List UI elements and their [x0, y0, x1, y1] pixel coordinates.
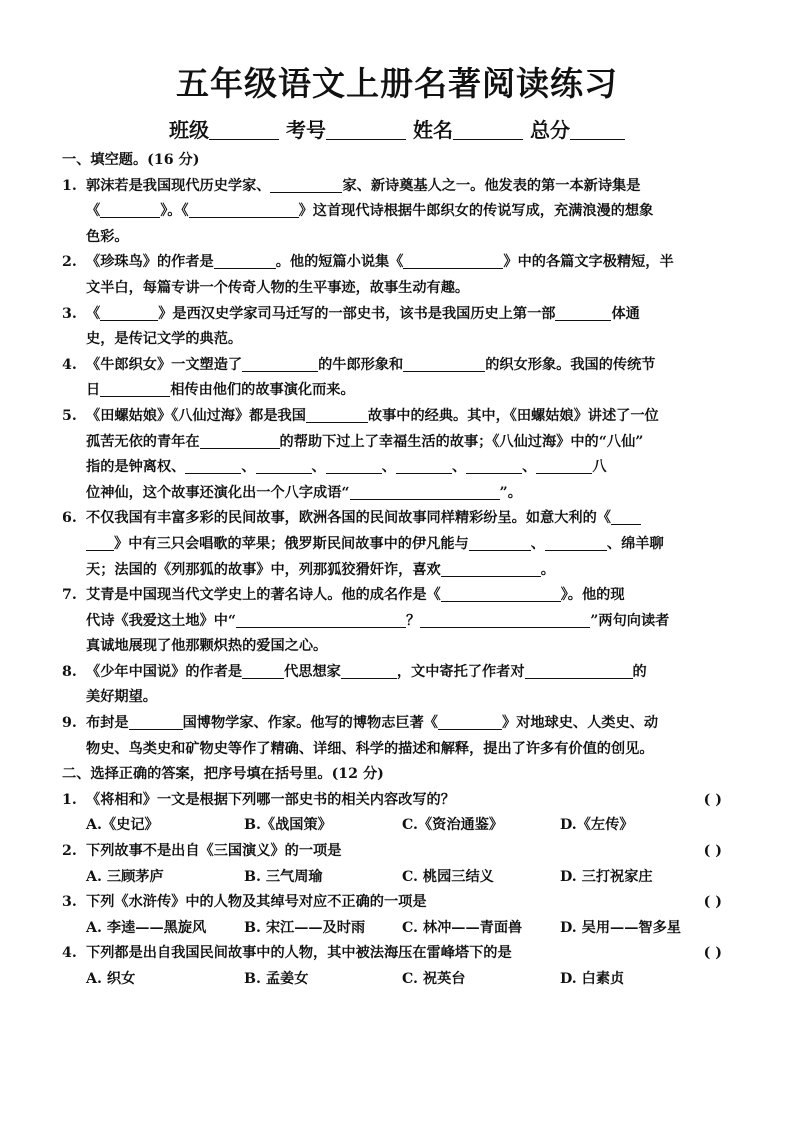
- question-5-cont: 孤苦无依的青年在 的帮助下过上了幸福生活的故事；《八仙过海》中的“八仙”: [86, 433, 644, 450]
- exam-number-blank[interactable]: [326, 121, 406, 140]
- answer-blank[interactable]: [100, 380, 170, 397]
- answer-blank[interactable]: [350, 483, 500, 500]
- answer-blank[interactable]: [189, 201, 299, 218]
- option-a[interactable]: A.《史记》: [86, 817, 159, 834]
- question-9-cont: 物史、鸟类史和矿物史等作了精确、详细、科学的描述和解释，提出了许多有价值的创见。: [86, 740, 654, 757]
- answer-blank[interactable]: [438, 713, 502, 730]
- option-d[interactable]: D. 白素贞: [560, 971, 625, 987]
- answer-blank[interactable]: [270, 176, 342, 193]
- mc-question-4: 4. 下列都是出自我国民间故事中的人物，其中被法海压在雷峰塔下的是 ( ): [62, 941, 732, 967]
- answer-blank[interactable]: [611, 508, 641, 525]
- mc-options-4: [62, 967, 732, 993]
- option-c[interactable]: C. 林冲——青面兽: [402, 919, 523, 936]
- answer-blank[interactable]: [469, 534, 531, 551]
- answer-blank[interactable]: [100, 304, 158, 321]
- option-c[interactable]: C. 祝英台: [402, 971, 466, 987]
- option-c[interactable]: C.《资治通鉴》: [402, 817, 504, 834]
- answer-parenthesis[interactable]: ( ): [703, 791, 722, 808]
- option-a[interactable]: A. 三顾茅庐: [86, 868, 164, 885]
- question-5-cont: 指的是钟离权、 、 、 、 、 、 八: [86, 459, 607, 476]
- answer-blank[interactable]: [396, 457, 452, 474]
- question-7-cont: 真诚地展现了他那颗炽热的爱国之心。: [86, 638, 328, 655]
- answer-blank[interactable]: [403, 252, 503, 269]
- question-5: 5. 《田螺姑娘》《八仙过海》都是我国 故事中的经典。其中，《田螺姑娘》讲述了一位: [62, 407, 659, 424]
- name-blank[interactable]: [453, 121, 523, 140]
- answer-blank[interactable]: [420, 611, 590, 628]
- question-8: 8. 《少年中国说》的作者是 代思想家 ，文中寄托了作者对 的: [62, 663, 647, 680]
- total-score-blank[interactable]: [570, 121, 625, 140]
- question-4: 4. 《牛郎织女》一文塑造了 的牛郎形象和 的织女形象。我国的传统节: [62, 356, 656, 373]
- answer-blank[interactable]: [441, 585, 561, 602]
- answer-blank[interactable]: [536, 457, 592, 474]
- answer-blank[interactable]: [341, 662, 397, 679]
- question-9: 9. 布封是 国博物学家、作家。他写的博物志巨著《 》对地球史、人类史、动: [62, 715, 659, 732]
- question-6: 6. 不仅我国有丰富多彩的民间故事，欧洲各国的民间故事同样精彩纷呈。如意大利的《: [62, 506, 732, 532]
- class-label: 班级: [169, 118, 210, 142]
- question-body: [62, 148, 732, 993]
- question-1: 1. 郭沫若是我国现代历史学家、 家、新诗奠基人之一。他发表的第一本新诗集是: [62, 177, 641, 194]
- answer-blank[interactable]: [129, 713, 183, 730]
- question-8-cont: 美好期望。: [86, 689, 157, 706]
- option-b[interactable]: B. 宋江——及时雨: [244, 919, 366, 936]
- answer-parenthesis[interactable]: ( ): [703, 843, 722, 860]
- answer-blank[interactable]: [214, 252, 276, 269]
- question-5-cont: 位神仙，这个故事还演化出一个八字成语“ ”。: [86, 484, 522, 501]
- question-2: 2. 《珍珠鸟》的作者是 。他的短篇小说集《 》中的各篇文字极精短，半: [62, 254, 674, 271]
- answer-blank[interactable]: [236, 611, 406, 628]
- answer-blank[interactable]: [306, 406, 368, 423]
- answer-parenthesis[interactable]: ( ): [703, 945, 722, 962]
- option-b[interactable]: B.《战国策》: [244, 817, 332, 834]
- option-a[interactable]: A. 织女: [86, 971, 136, 987]
- question-6-cont: 天；法国的《列那狐的故事》中，列那狐狡猾奸诈，喜欢 。: [86, 561, 555, 578]
- answer-blank[interactable]: [403, 355, 485, 372]
- mc-question-3: 3. 下列《水浒传》中的人物及其绰号对应不正确的一项是 ( ): [62, 890, 732, 916]
- name-label: 姓名: [412, 118, 453, 142]
- answer-blank[interactable]: [242, 355, 318, 372]
- question-4-cont: 日 相传由他们的故事演化而来。: [86, 382, 355, 399]
- class-blank[interactable]: [209, 121, 279, 140]
- option-d[interactable]: D. 三打祝家庄: [560, 868, 653, 885]
- answer-blank[interactable]: [466, 457, 522, 474]
- section-2-header: 二、选择正确的答案，把序号填在括号里。(12 分): [62, 766, 384, 783]
- mc-question-2: 2. 下列故事不是出自《三国演义》的一项是 ( ): [62, 839, 732, 865]
- option-b[interactable]: B. 孟姜女: [244, 971, 309, 987]
- question-1-cont: 《 》。《 》这首现代诗根据牛郎织女的传说写成，充满浪漫的想象: [86, 203, 654, 220]
- question-2-cont: 文半白，每篇专讲一个传奇人物的生平事迹，故事生动有趣。: [86, 279, 470, 296]
- answer-blank[interactable]: [100, 201, 160, 218]
- option-c[interactable]: C. 桃园三结义: [402, 868, 494, 885]
- answer-blank[interactable]: [326, 457, 382, 474]
- answer-blank[interactable]: [256, 457, 312, 474]
- mc-options-3: [62, 916, 732, 942]
- question-7-cont: 代诗《我爱这土地》中“ ？ ”两句向读者: [86, 612, 670, 629]
- answer-blank[interactable]: [242, 662, 284, 679]
- question-3: 3. 《 》是西汉史学家司马迁写的一部史书，该书是我国历史上第一部 体通: [62, 305, 640, 322]
- answer-blank[interactable]: [86, 534, 114, 551]
- option-d[interactable]: D.《左传》: [560, 817, 634, 834]
- option-b[interactable]: B. 三气周瑜: [244, 868, 323, 885]
- question-7: 7. 艾青是中国现当代文学史上的著名诗人。他的成名作是《 》。他的现: [62, 587, 625, 604]
- answer-parenthesis[interactable]: ( ): [703, 894, 722, 911]
- option-d[interactable]: D. 吴用——智多星: [560, 919, 681, 936]
- mc-options-1: [62, 813, 732, 839]
- question-6-cont: 》中有三只会唱歌的苹果；俄罗斯民间故事中的伊凡能与 、 、绵羊聊: [62, 532, 732, 558]
- exam-number-label: 考号: [286, 118, 327, 142]
- student-info-line: [0, 114, 794, 143]
- answer-blank[interactable]: [525, 662, 633, 679]
- option-a[interactable]: A. 李逵——黑旋风: [86, 919, 207, 936]
- mc-question-1: 1. 《将相和》一文是根据下列哪一部史书的相关内容改写的？ ( ): [62, 788, 732, 814]
- answer-blank[interactable]: [545, 534, 607, 551]
- answer-blank[interactable]: [555, 304, 611, 321]
- question-3-cont: 史，是传记文学的典范。: [86, 331, 243, 348]
- mc-options-2: [62, 865, 732, 891]
- page-title: 五年级语文上册名著阅读练习: [176, 64, 618, 103]
- total-score-label: 总分: [529, 118, 570, 142]
- section-1-header: 一、填空题。(16 分): [62, 152, 200, 168]
- answer-blank[interactable]: [441, 560, 541, 577]
- answer-blank[interactable]: [200, 432, 280, 449]
- answer-blank[interactable]: [185, 457, 241, 474]
- question-1-cont: 色彩。: [86, 228, 129, 245]
